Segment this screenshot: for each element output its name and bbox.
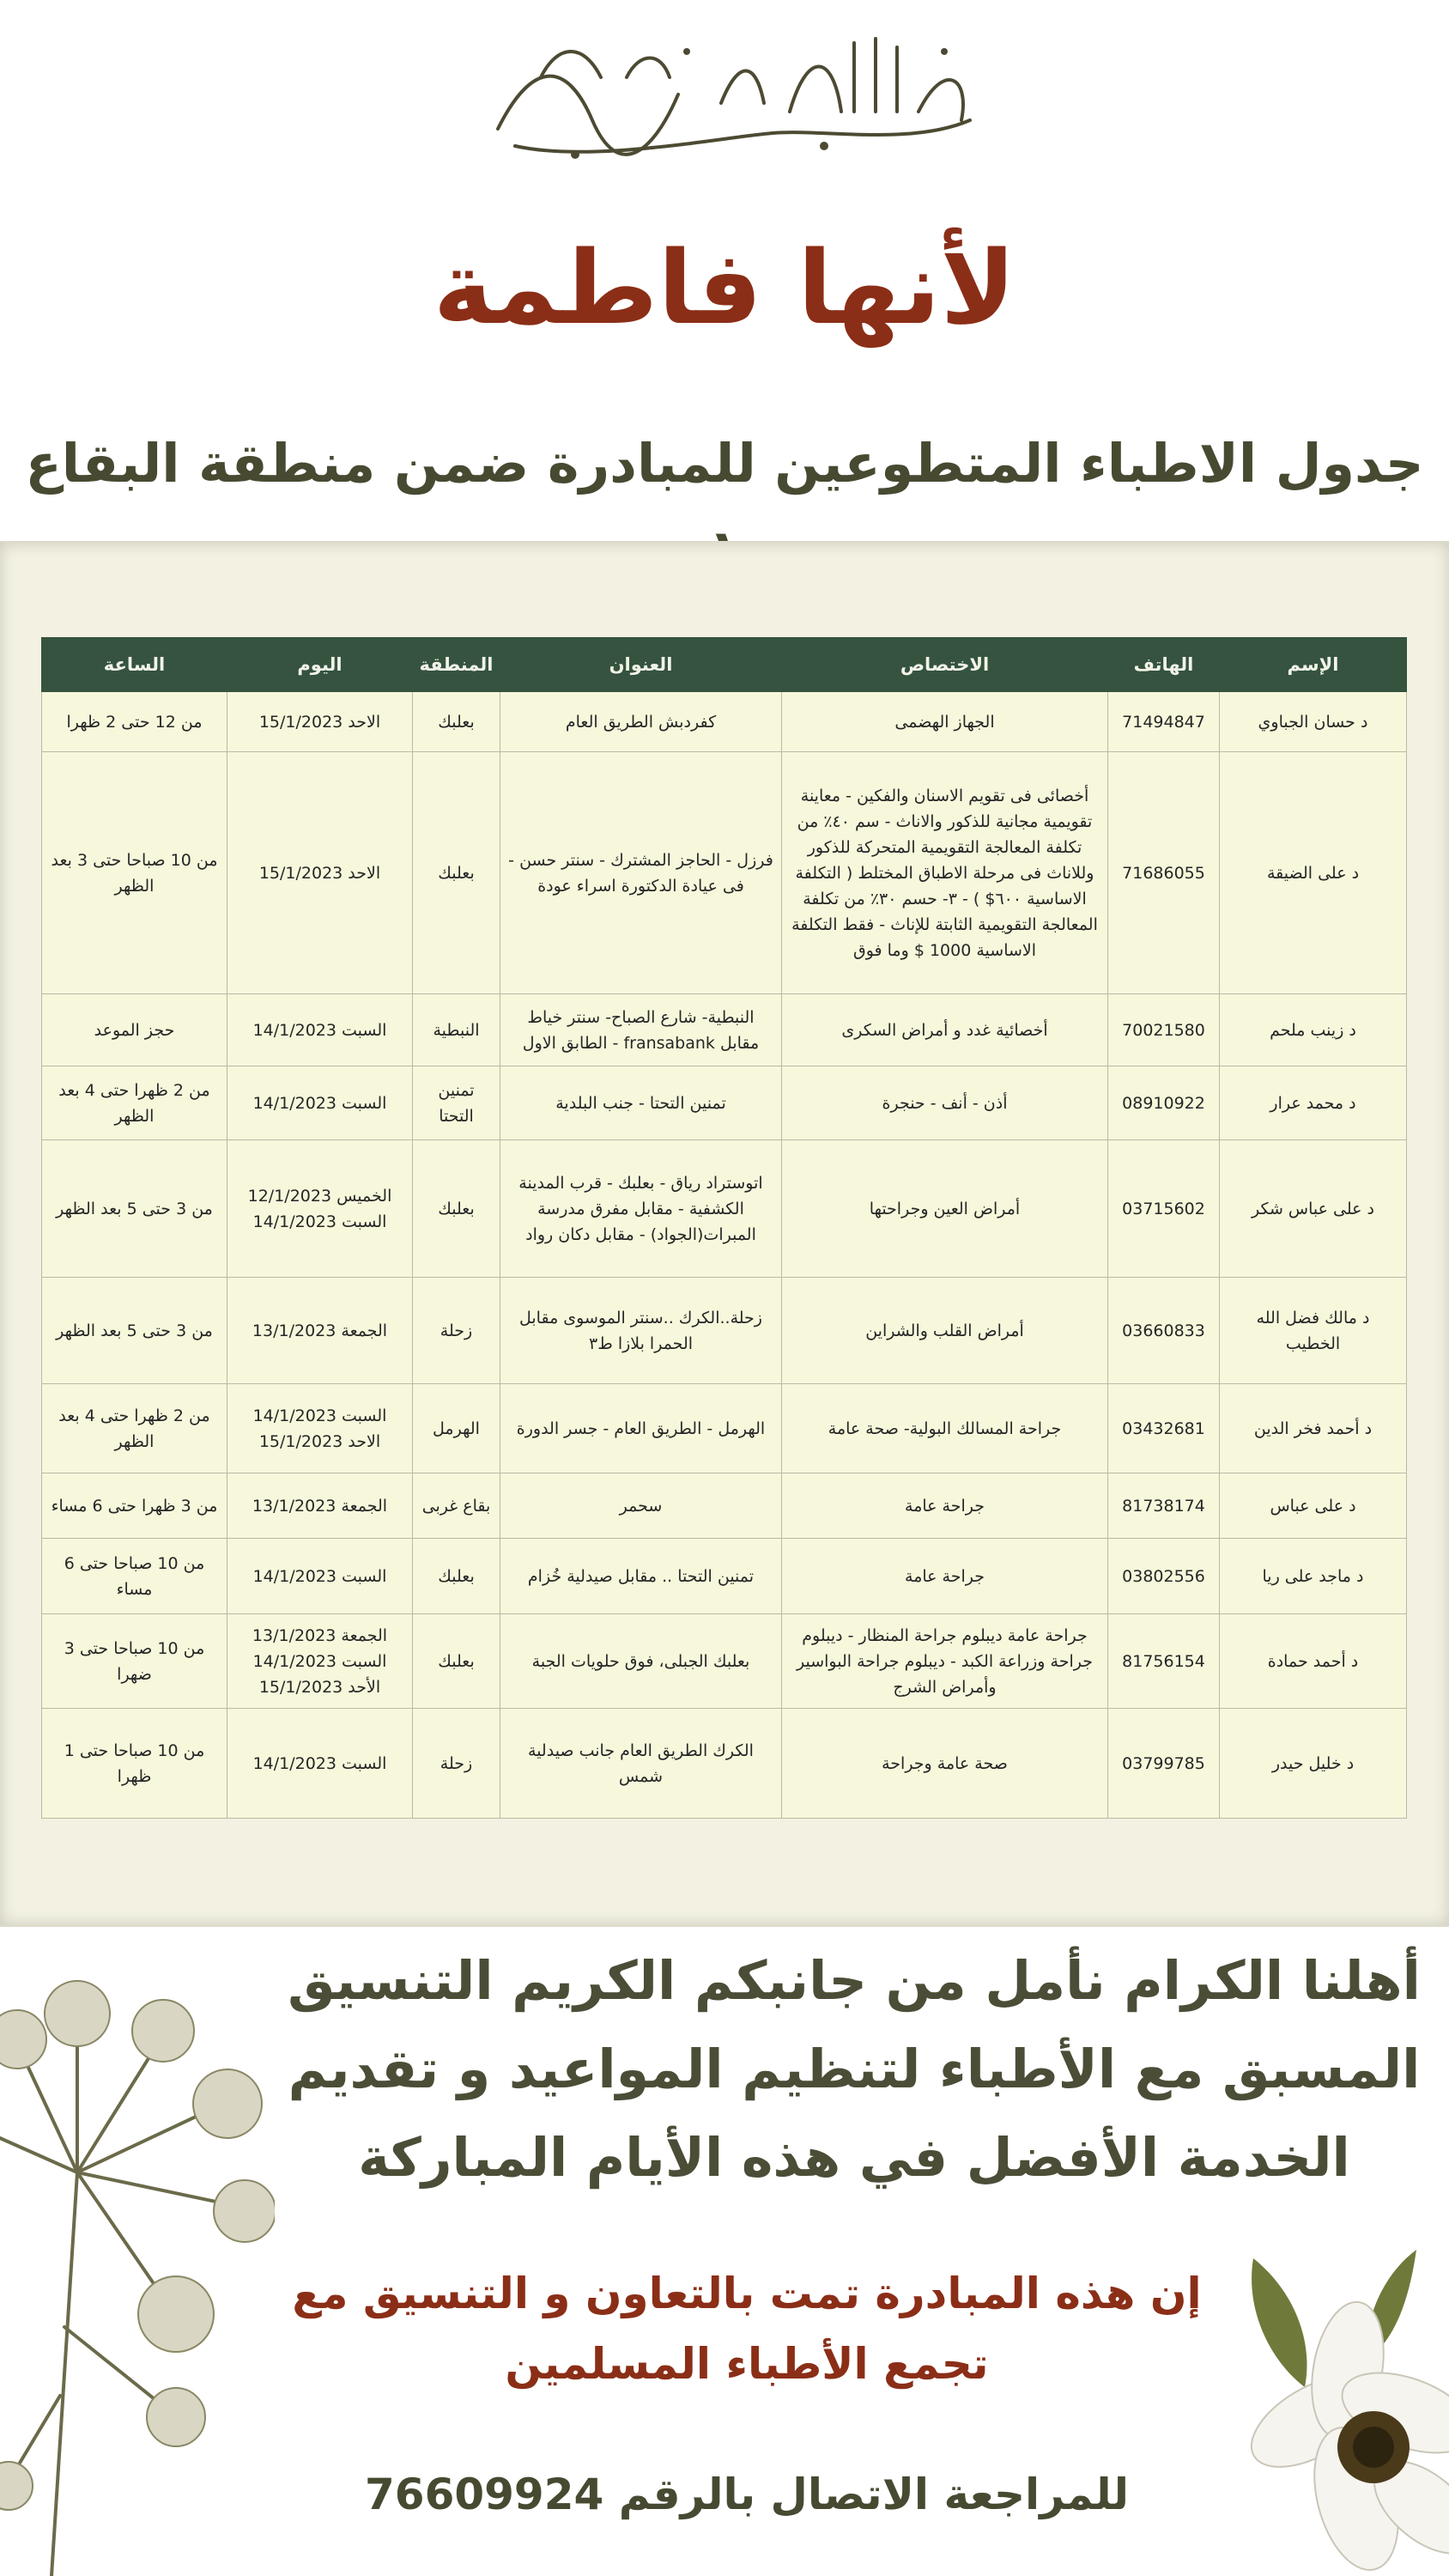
doctor-address: زحلة..الكرك ..سنتر الموسوى مقابل الحمرا بلازا ط٣ bbox=[500, 1278, 782, 1384]
partnership-line: إن هذه المبادرة تمت بالتعاون و التنسيق مع bbox=[292, 2269, 1202, 2318]
table-row bbox=[42, 1614, 1407, 1709]
doctor-region: بعلبك bbox=[413, 692, 500, 752]
doctor-name: د حسان الجباوي bbox=[1220, 692, 1407, 752]
doctor-phone: 03432681 bbox=[1108, 1384, 1220, 1473]
doctor-address: الهرمل - الطريق العام - جسر الدورة bbox=[500, 1384, 782, 1473]
doctor-specialty: جراحة المسالك البولية- صحة عامة bbox=[782, 1384, 1108, 1473]
column-header-phone: الهاتف bbox=[1108, 638, 1220, 692]
table-row bbox=[42, 1473, 1407, 1539]
welcome-line: المسبق مع الأطباء لتنظيم المواعيد و تقديم bbox=[288, 2038, 1421, 2100]
doctor-time: من 12 حتى 2 ظهرا bbox=[42, 692, 227, 752]
doctor-region: الهرمل bbox=[413, 1384, 500, 1473]
table-row bbox=[42, 1066, 1407, 1140]
welcome-line: أهلنا الكرام نأمل من جانبكم الكريم التنسيق bbox=[288, 1949, 1421, 2012]
doctor-day: السبت 14/1/2023 bbox=[227, 1539, 413, 1614]
column-header-time: الساعة bbox=[42, 638, 227, 692]
doctor-time: من 10 صباحا حتى 3 بعد الظهر bbox=[42, 752, 227, 994]
doctor-day: الاحد 15/1/2023 bbox=[227, 752, 413, 994]
doctor-phone: 03660833 bbox=[1108, 1278, 1220, 1384]
doctor-name: د أحمد حمادة bbox=[1220, 1614, 1407, 1709]
doctor-specialty: صحة عامة وجراحة bbox=[782, 1709, 1108, 1819]
table-header-row bbox=[42, 638, 1407, 692]
doctor-name: د خليل حيدر bbox=[1220, 1709, 1407, 1819]
doctor-name: د على عباس شكر bbox=[1220, 1140, 1407, 1278]
white-flower-icon bbox=[1219, 2241, 1449, 2576]
doctor-address: سحمر bbox=[500, 1473, 782, 1539]
doctor-time: من 3 حتى 5 بعد الظهر bbox=[42, 1278, 227, 1384]
doctor-specialty: أذن - أنف - حنجرة bbox=[782, 1066, 1108, 1140]
doctor-day: الجمعة 13/1/2023 bbox=[227, 1473, 413, 1539]
doctors-table-wrapper bbox=[41, 637, 1406, 1819]
doctor-region: زحلة bbox=[413, 1278, 500, 1384]
doctor-time: حجز الموعد bbox=[42, 994, 227, 1066]
doctor-phone: 81738174 bbox=[1108, 1473, 1220, 1539]
doctor-specialty: أخصائية غدد و أمراض السكرى bbox=[782, 994, 1108, 1066]
doctor-day: الجمعة 13/1/2023 السبت 14/1/2023 الأحد 15/1/2023 bbox=[227, 1614, 413, 1709]
doctor-day: السبت 14/1/2023 bbox=[227, 994, 413, 1066]
doctor-time: من 2 ظهرا حتى 4 بعد الظهر bbox=[42, 1384, 227, 1473]
doctor-name: د مالك فضل الله الخطيب bbox=[1220, 1278, 1407, 1384]
contact-line: للمراجعة الاتصال بالرقم 76609924 bbox=[364, 2470, 1130, 2519]
doctor-address: النبطية- شارع الصباح- سنتر خياط مقابل fransabank - الطابق الاول bbox=[500, 994, 782, 1066]
doctor-region: بعلبك bbox=[413, 752, 500, 994]
doctor-time: من 2 ظهرا حتى 4 بعد الظهر bbox=[42, 1066, 227, 1140]
doctor-specialty: الجهاز الهضمى bbox=[782, 692, 1108, 752]
doctor-address: الكرك الطريق العام جانب صيدلية شمس bbox=[500, 1709, 782, 1819]
doctor-phone: 03802556 bbox=[1108, 1539, 1220, 1614]
doctor-address: تمنين التحتا .. مقابل صيدلية خُزام bbox=[500, 1539, 782, 1614]
doctor-name: د أحمد فخر الدين bbox=[1220, 1384, 1407, 1473]
table-row bbox=[42, 1384, 1407, 1473]
doctor-phone: 03799785 bbox=[1108, 1709, 1220, 1819]
doctor-day: الخميس 12/1/2023 السبت 14/1/2023 bbox=[227, 1140, 413, 1278]
doctor-specialty: أخصائى فى تقويم الاسنان والفكين - معاينة تقويمية مجانية للذكور والاناث - سم ٤٠٪ من تكلفة المعالجة التقويمية المتحركة للذكور وللاناث فى مرحلة الاطباق المختلط ( التكلفة الاساسية ٦٠٠$ ) - ٣- حسم ٣٠٪ من تكلفة المعالجة التقويمية الثابتة للإناث - فقط التكلفة الاساسية 1000 $ وما فوق bbox=[782, 752, 1108, 994]
doctor-phone: 70021580 bbox=[1108, 994, 1220, 1066]
partnership-note bbox=[258, 2258, 1236, 2404]
table-row bbox=[42, 1278, 1407, 1384]
doctor-phone: 71494847 bbox=[1108, 692, 1220, 752]
doctor-day: الجمعة 13/1/2023 bbox=[227, 1278, 413, 1384]
doctor-address: تمنين التحتا - جنب البلدية bbox=[500, 1066, 782, 1140]
doctor-region: بعلبك bbox=[413, 1539, 500, 1614]
doctor-address: بعلبك الجبلى، فوق حلويات الجبة bbox=[500, 1614, 782, 1709]
doctor-specialty: جراحة عامة bbox=[782, 1473, 1108, 1539]
doctor-specialty: جراحة عامة bbox=[782, 1539, 1108, 1614]
partnership-line: تجمع الأطباء المسلمين bbox=[505, 2339, 989, 2389]
doctor-address: فرزل - الحاجز المشترك - سنتر حسن - فى عيادة الدكتورة اسراء عودة bbox=[500, 752, 782, 994]
column-header-specialty: الاختصاص bbox=[782, 638, 1108, 692]
doctor-day: السبت 14/1/2023 الاحد 15/1/2023 bbox=[227, 1384, 413, 1473]
table-row bbox=[42, 1140, 1407, 1278]
doctor-day: الاحد 15/1/2023 bbox=[227, 692, 413, 752]
table-row bbox=[42, 994, 1407, 1066]
doctor-specialty: أمراض العين وجراحتها bbox=[782, 1140, 1108, 1278]
doctor-time: من 10 صباحا حتى 6 مساء bbox=[42, 1539, 227, 1614]
schedule-panel bbox=[0, 541, 1449, 1927]
doctor-specialty: جراحة عامة ديبلوم جراحة المنظار - ديبلوم جراحة وزراعة الكبد - ديبلوم جراحة البواسير وأمراض الشرج bbox=[782, 1614, 1108, 1709]
table-row bbox=[42, 1709, 1407, 1819]
doctor-time: من 10 صباحا حتى 1 ظهرا bbox=[42, 1709, 227, 1819]
column-header-region: المنطقة bbox=[413, 638, 500, 692]
doctor-phone: 08910922 bbox=[1108, 1066, 1220, 1140]
basmala-calligraphy-icon bbox=[464, 26, 996, 172]
doctor-specialty: أمراض القلب والشراين bbox=[782, 1278, 1108, 1384]
doctor-address: اتوستراد رياق - بعلبك - قرب المدينة الكشفية - مقابل مفرق مدرسة المبرات(الجواد) - مقابل دكان رواد bbox=[500, 1140, 782, 1278]
table-row bbox=[42, 692, 1407, 752]
doctor-phone: 71686055 bbox=[1108, 752, 1220, 994]
doctor-region: النبطية bbox=[413, 994, 500, 1066]
column-header-address: العنوان bbox=[500, 638, 782, 692]
doctor-region: بعلبك bbox=[413, 1140, 500, 1278]
doctor-day: السبت 14/1/2023 bbox=[227, 1066, 413, 1140]
welcome-message bbox=[283, 1936, 1425, 2233]
doctor-name: د زينب ملحم bbox=[1220, 994, 1407, 1066]
doctors-table bbox=[41, 637, 1407, 1819]
doctor-name: د على الضيقة bbox=[1220, 752, 1407, 994]
doctor-region: بعلبك bbox=[413, 1614, 500, 1709]
column-header-name: الإسم bbox=[1220, 638, 1407, 692]
doctor-region: زحلة bbox=[413, 1709, 500, 1819]
page-subtitle: جدول الاطباء المتطوعين للمبادرة ضمن منطقة البقاع bbox=[25, 432, 1424, 495]
doctor-phone: 03715602 bbox=[1108, 1140, 1220, 1278]
doctor-region: تمنين التحتا bbox=[413, 1066, 500, 1140]
table-row bbox=[42, 752, 1407, 994]
page-title: لأنها فاطمة bbox=[433, 228, 1016, 347]
doctor-phone: 81756154 bbox=[1108, 1614, 1220, 1709]
welcome-line: الخدمة الأفضل في هذه الأيام المباركة bbox=[358, 2126, 1350, 2189]
doctor-name: د ماجد على ريا bbox=[1220, 1539, 1407, 1614]
dried-flower-icon bbox=[0, 1966, 275, 2576]
doctor-region: بقاع غربى bbox=[413, 1473, 500, 1539]
table-row bbox=[42, 1539, 1407, 1614]
doctor-time: من 3 ظهرا حتى 6 مساء bbox=[42, 1473, 227, 1539]
column-header-day: اليوم bbox=[227, 638, 413, 692]
doctor-name: د على عباس bbox=[1220, 1473, 1407, 1539]
doctor-time: من 10 صباحا حتى 3 ضهرا bbox=[42, 1614, 227, 1709]
doctor-name: د محمد عرار bbox=[1220, 1066, 1407, 1140]
doctor-time: من 3 حتى 5 بعد الظهر bbox=[42, 1140, 227, 1278]
doctor-address: كفردبش الطريق العام bbox=[500, 692, 782, 752]
doctor-day: السبت 14/1/2023 bbox=[227, 1709, 413, 1819]
